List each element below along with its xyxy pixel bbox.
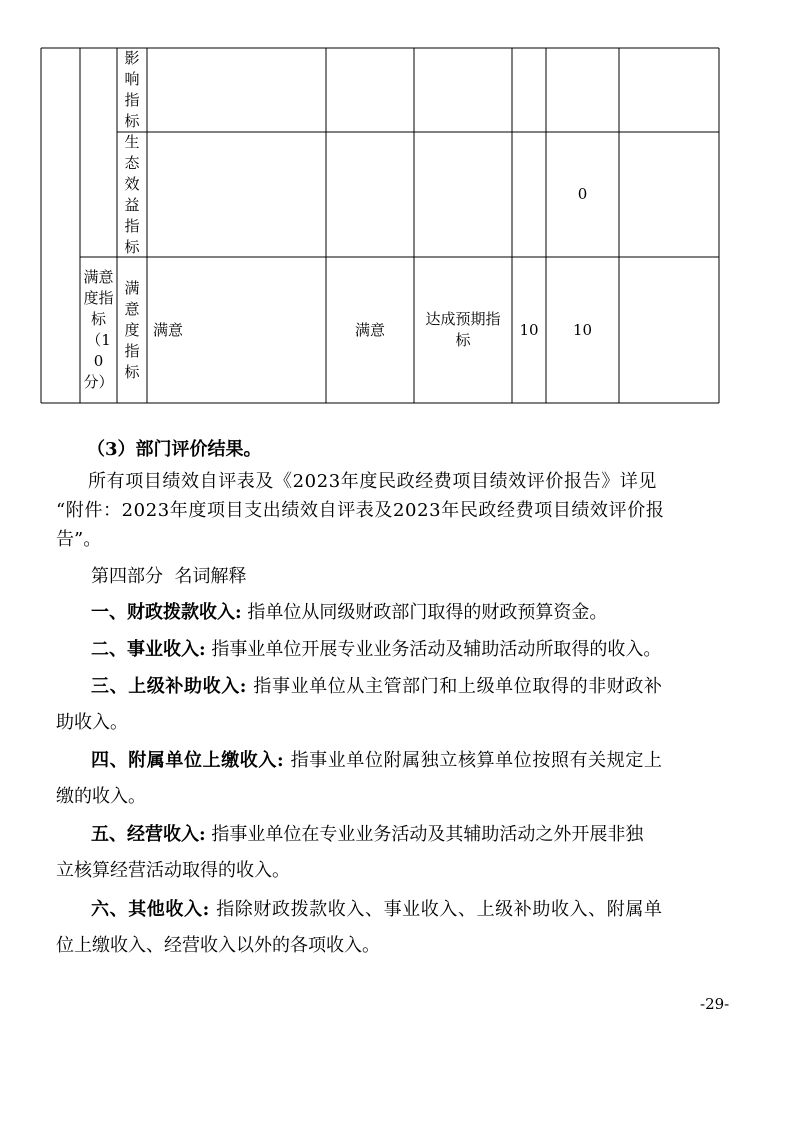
section3-line-1: 所有项目绩效自评表及《2023年度民政经费项目绩效评价报告》详见: [88, 471, 658, 492]
section3-line-2: “附件：2023年度项目支出绩效自评表及2023年民政经费项目绩效评价报: [56, 500, 665, 521]
page-number: -29-: [700, 995, 730, 1013]
section3-line-3: 告”。: [56, 529, 102, 550]
satisfaction-category-label: 满意度指标（10分）: [83, 268, 114, 391]
part4-title: 第四部分 名词解释: [91, 566, 247, 587]
satisfaction-category-cell: [80, 257, 117, 403]
term-4: [91, 749, 663, 773]
satisfaction-content: 满意: [153, 320, 184, 339]
term-4-text: 指事业单位附属独立核算单位按照有关规定上: [290, 750, 663, 771]
term-1: [91, 601, 607, 625]
ecology-indicator-cell: [117, 132, 147, 257]
impact-indicator-label: 影响指标: [124, 49, 140, 130]
satisfaction-target: 满意: [354, 320, 385, 339]
term-3-text: 指事业单位从主管部门和上级单位取得的非财政补: [253, 676, 663, 697]
term-6-text: 指除财政拨款收入、事业收入、上级补助收入、附属单: [216, 899, 663, 920]
term-2-label: 二、事业收入:: [91, 639, 206, 660]
satisfaction-result: 达成预期指标: [425, 310, 501, 349]
satisfaction-result-cell: [414, 257, 512, 403]
term-1-label: 一、财政拨款收入:: [91, 602, 242, 623]
satisfaction-weight: 10: [519, 320, 539, 339]
term-3-cont: 助收入。: [56, 712, 128, 733]
term-4-cont: 缴的收入。: [56, 786, 146, 807]
satisfaction-indicator-label: 满意度指标: [124, 278, 140, 381]
term-5-text: 指事业单位在专业业务活动及其辅助活动之外开展非独: [211, 824, 644, 845]
term-6-cont: 位上缴收入、经营收入以外的各项收入。: [56, 935, 380, 956]
term-5-cont: 立核算经营活动取得的收入。: [56, 860, 290, 881]
satisfaction-content-cell: [147, 257, 326, 403]
term-6-label: 六、其他收入:: [91, 899, 210, 920]
term-2: [91, 638, 661, 662]
satisfaction-score-cell: [546, 257, 619, 403]
term-6: [91, 898, 663, 922]
ecology-score: 0: [577, 185, 588, 203]
satisfaction-indicator-cell: [117, 257, 147, 403]
term-4-label: 四、附属单位上缴收入:: [91, 750, 285, 771]
impact-indicator-cell: [117, 48, 147, 132]
ecology-score-cell: [546, 132, 619, 257]
term-3-label: 三、上级补助收入:: [91, 676, 248, 697]
satisfaction-weight-cell: [512, 257, 546, 403]
term-5-label: 五、经营收入:: [91, 824, 206, 845]
satisfaction-score: 10: [572, 320, 593, 339]
term-3: [91, 675, 663, 699]
section3-title: （3）部门评价结果。: [87, 439, 262, 460]
term-1-text: 指单位从同级财政部门取得的财政预算资金。: [247, 602, 608, 623]
term-5: [91, 823, 643, 847]
satisfaction-target-cell: [326, 257, 414, 403]
term-2-text: 指事业单位开展专业业务活动及辅助活动所取得的收入。: [211, 639, 662, 660]
ecology-indicator-label: 生态效益指标: [124, 132, 140, 256]
